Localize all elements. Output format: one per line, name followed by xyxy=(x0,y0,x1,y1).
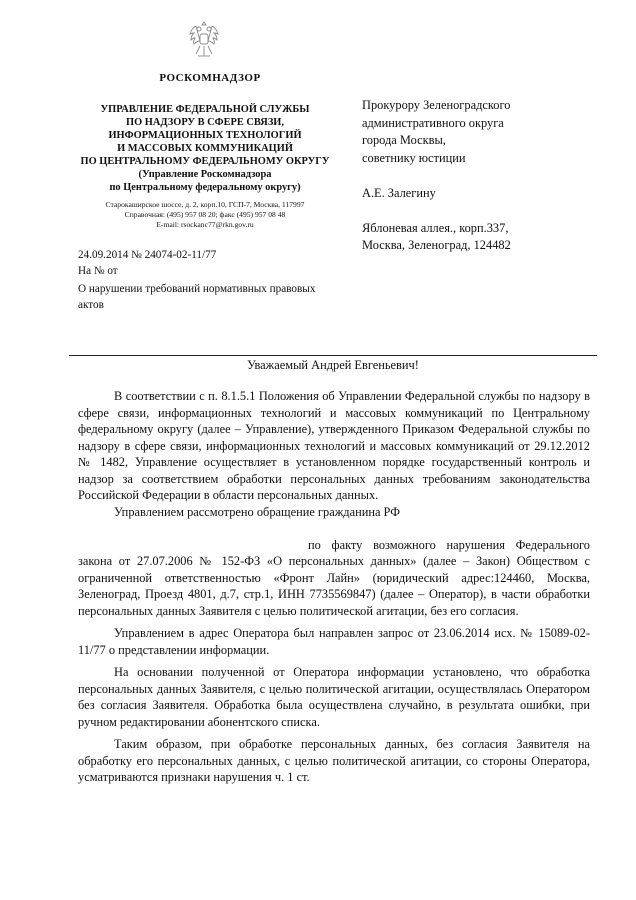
organization-block xyxy=(60,103,350,194)
org-email: E-mail: rsockanc77@rkn.gov.ru xyxy=(156,220,254,229)
body-paragraph: В соответствии с п. 8.1.5.1 Положения об Управлении Федеральной службы по надзору в сфере связи, информационных технологий и массовых коммуникаций по Центральному федеральному округу (далее – Управление), утвержденного Приказом Федеральной службы по надзору в сфере связи, информационных технологий и массовых коммуникаций от 29.12.2012 № 1482, Управление осуществляет в установленном порядке государственный контроль и надзор за соответствием обработки персональных данных требованиям законодательства Российской Федерации в области персональных данных. xyxy=(78,389,590,502)
addressee-line: административного округа xyxy=(362,115,504,130)
contact-block xyxy=(60,200,350,230)
org-phones: Справочная: (495) 957 08 20; факс (495) 957 08 48 xyxy=(124,210,286,219)
body-paragraph: Управлением в адрес Оператора был направлен запрос от 23.06.2014 исх. № 15089-02-11/77 о представлении информации. xyxy=(78,626,590,657)
org-line: И МАССОВЫХ КОММУНИКАЦИЙ xyxy=(117,143,293,154)
letter-body xyxy=(78,388,590,786)
outgoing-date-number: 24.09.2014 № 24074-02-11/77 xyxy=(78,249,217,261)
addressee-line: советнику юстиции xyxy=(362,150,466,165)
addressee-address-line: Яблоневая аллея., корп.337, xyxy=(362,220,509,235)
addressee-block xyxy=(362,97,622,255)
addressee-line: города Москвы, xyxy=(362,133,446,147)
body-paragraph-text: по факту возможного нарушения Федерального закона от 27.07.2006 № 152-ФЗ «О персональных данных» (далее – Закон) Обществом с ограниченной ответственностью «Фронт Лайн» (юридический адрес:124460, Москва, Зеленоград, Проезд 4801, д.7, стр.1, ИНН 7735569847) (далее – Оператор), в части обработки персональных данных Заявителя с целью политической агитации, без его согласия. xyxy=(78,537,590,618)
agency-name: РОСКОМНАДЗОР xyxy=(159,72,261,84)
coat-of-arms-icon xyxy=(186,18,222,62)
salutation: Уважаемый Андрей Евгеньевич! xyxy=(247,358,419,372)
addressee-name: А.Е. Залегину xyxy=(362,185,436,200)
addressee-address-line: Москва, Зеленоград, 124482 xyxy=(362,238,511,252)
org-address: Старокаширское шоссе, д. 2, корп.10, ГСП-7, Москва, 117997 xyxy=(105,200,305,209)
org-line: ПО НАДЗОРУ В СФЕРЕ СВЯЗИ, xyxy=(126,117,284,128)
letter-subject: О нарушении требований нормативных правовых актов xyxy=(78,283,316,311)
org-line: (Управление Роскомнадзора xyxy=(138,169,272,180)
org-line: по Центральному федеральному округу) xyxy=(109,182,301,193)
registration-block xyxy=(78,248,216,279)
body-paragraph-continued xyxy=(78,520,590,619)
body-paragraph: Управлением рассмотрено обращение гражданина РФ xyxy=(114,504,401,519)
org-line: ИНФОРМАЦИОННЫХ ТЕХНОЛОГИЙ xyxy=(108,130,302,141)
addressee-line: Прокурору Зеленоградского xyxy=(362,98,511,112)
body-paragraph: На основании полученной от Оператора информации установлено, что обработка персональных данных Заявителя, с целью политической агитации, осуществлялась Оператором без согласия Заявителя. Обработка была осуществлена случайно, в результата ошибки, при ручном редактировании абонентского списка. xyxy=(78,665,590,729)
incoming-reference: На № от xyxy=(78,264,118,277)
org-line: ПО ЦЕНТРАЛЬНОМУ ФЕДЕРАЛЬНОМУ ОКРУГУ xyxy=(80,156,330,167)
body-paragraph: Таким образом, при обработке персональных данных, без согласия Заявителя на обработку его персональных данных, с целью политической агитации, со стороны Оператора, усматриваются признаки нарушения ч. 1 ст. xyxy=(78,737,590,784)
org-line: УПРАВЛЕНИЕ ФЕДЕРАЛЬНОЙ СЛУЖБЫ xyxy=(100,104,310,115)
